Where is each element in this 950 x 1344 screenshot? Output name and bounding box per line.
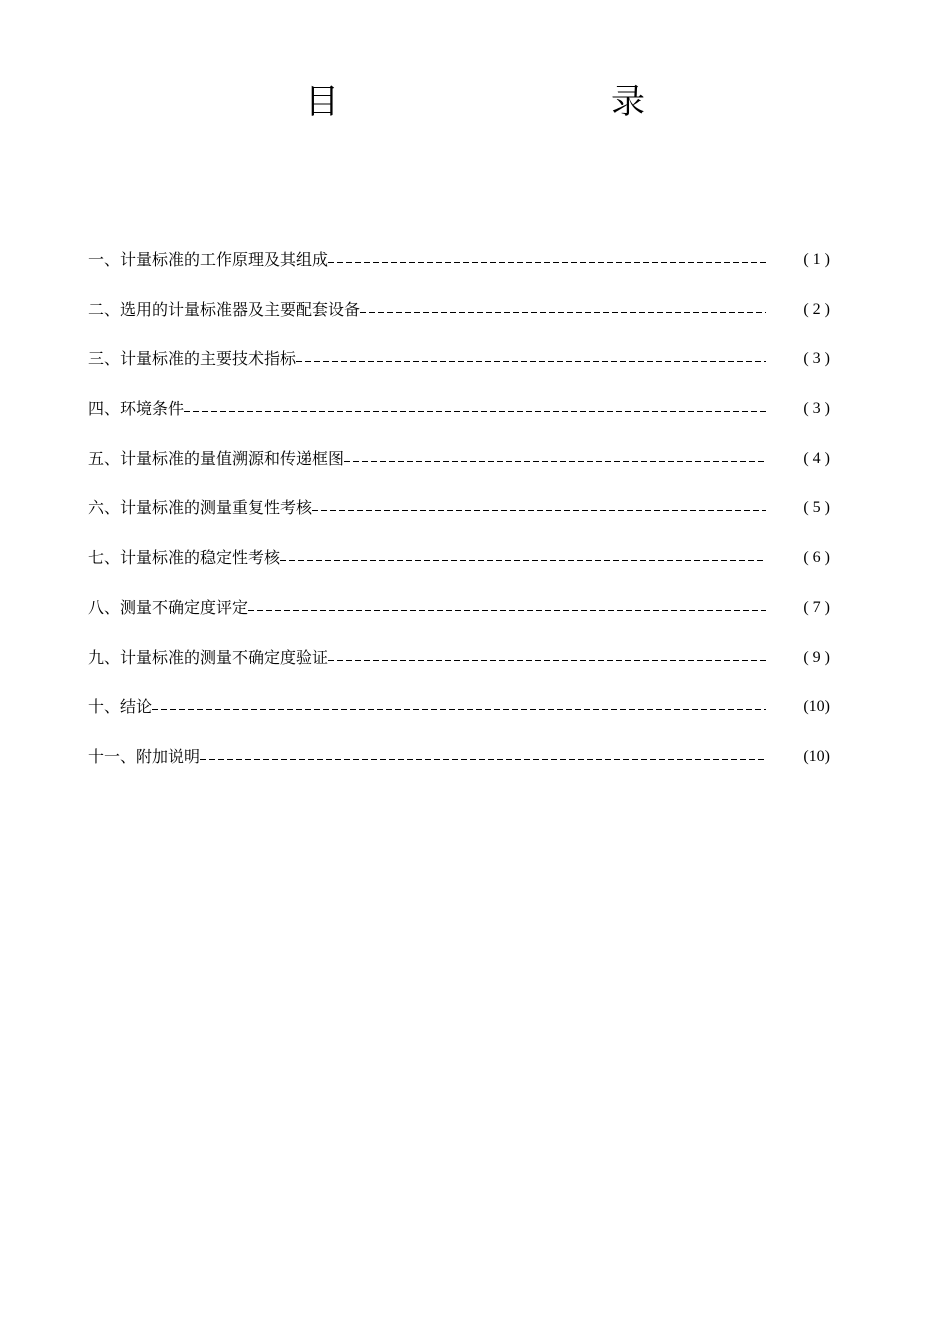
toc-entry[interactable] bbox=[88, 345, 830, 395]
toc-entry-page: ( 2 ) bbox=[803, 300, 830, 318]
toc-entry-page: ( 7 ) bbox=[803, 598, 830, 616]
toc-leader-dots bbox=[152, 693, 766, 721]
toc-leader-dots bbox=[328, 644, 766, 672]
toc-entry[interactable] bbox=[88, 395, 830, 445]
toc-leader-dots bbox=[248, 594, 766, 622]
toc-entry-page: ( 5 ) bbox=[803, 499, 830, 517]
table-of-contents bbox=[88, 246, 830, 793]
toc-entry-label: 一、计量标准的工作原理及其组成 bbox=[88, 250, 329, 269]
toc-leader-dots bbox=[280, 544, 766, 572]
toc-entry[interactable] bbox=[88, 246, 830, 296]
toc-entry-label: 十、结论 bbox=[88, 697, 153, 717]
toc-entry-page: ( 1 ) bbox=[803, 251, 830, 268]
toc-leader-dots bbox=[200, 743, 766, 771]
toc-leader-dots bbox=[344, 445, 766, 473]
toc-entry-page: (10) bbox=[803, 698, 830, 716]
toc-entry-label: 二、选用的计量标准器及主要配套设备 bbox=[88, 299, 361, 319]
toc-entry-label: 十一、附加说明 bbox=[88, 746, 201, 766]
toc-entry[interactable] bbox=[88, 743, 830, 793]
toc-entry-page: ( 6 ) bbox=[803, 549, 830, 567]
toc-entry[interactable] bbox=[88, 693, 830, 743]
toc-entry-page: (10) bbox=[803, 747, 830, 765]
toc-entry-label: 七、计量标准的稳定性考核 bbox=[88, 548, 281, 568]
toc-entry[interactable] bbox=[88, 594, 830, 644]
toc-entry-label: 三、计量标准的主要技术指标 bbox=[88, 349, 297, 369]
toc-entry[interactable] bbox=[88, 445, 830, 495]
toc-entry[interactable] bbox=[88, 296, 830, 346]
toc-entry-label: 六、计量标准的测量重复性考核 bbox=[88, 498, 313, 518]
page-title: 目 录 bbox=[305, 82, 713, 122]
toc-entry[interactable] bbox=[88, 544, 830, 594]
toc-entry-page: ( 3 ) bbox=[803, 400, 830, 418]
toc-entry-label: 四、环境条件 bbox=[88, 399, 185, 419]
toc-leader-dots bbox=[184, 395, 766, 423]
toc-leader-dots bbox=[328, 246, 766, 274]
toc-entry-label: 五、计量标准的量值溯源和传递框图 bbox=[88, 448, 345, 468]
toc-entry[interactable] bbox=[88, 644, 830, 694]
toc-leader-dots bbox=[296, 345, 766, 373]
toc-leader-dots bbox=[360, 296, 766, 324]
toc-entry[interactable] bbox=[88, 494, 830, 544]
toc-entry-page: ( 9 ) bbox=[803, 648, 830, 666]
toc-entry-page: ( 4 ) bbox=[803, 449, 830, 467]
toc-entry-label: 九、计量标准的测量不确定度验证 bbox=[88, 647, 329, 667]
toc-entry-page: ( 3 ) bbox=[803, 350, 830, 368]
toc-leader-dots bbox=[312, 494, 766, 522]
toc-entry-label: 八、测量不确定度评定 bbox=[88, 597, 249, 617]
